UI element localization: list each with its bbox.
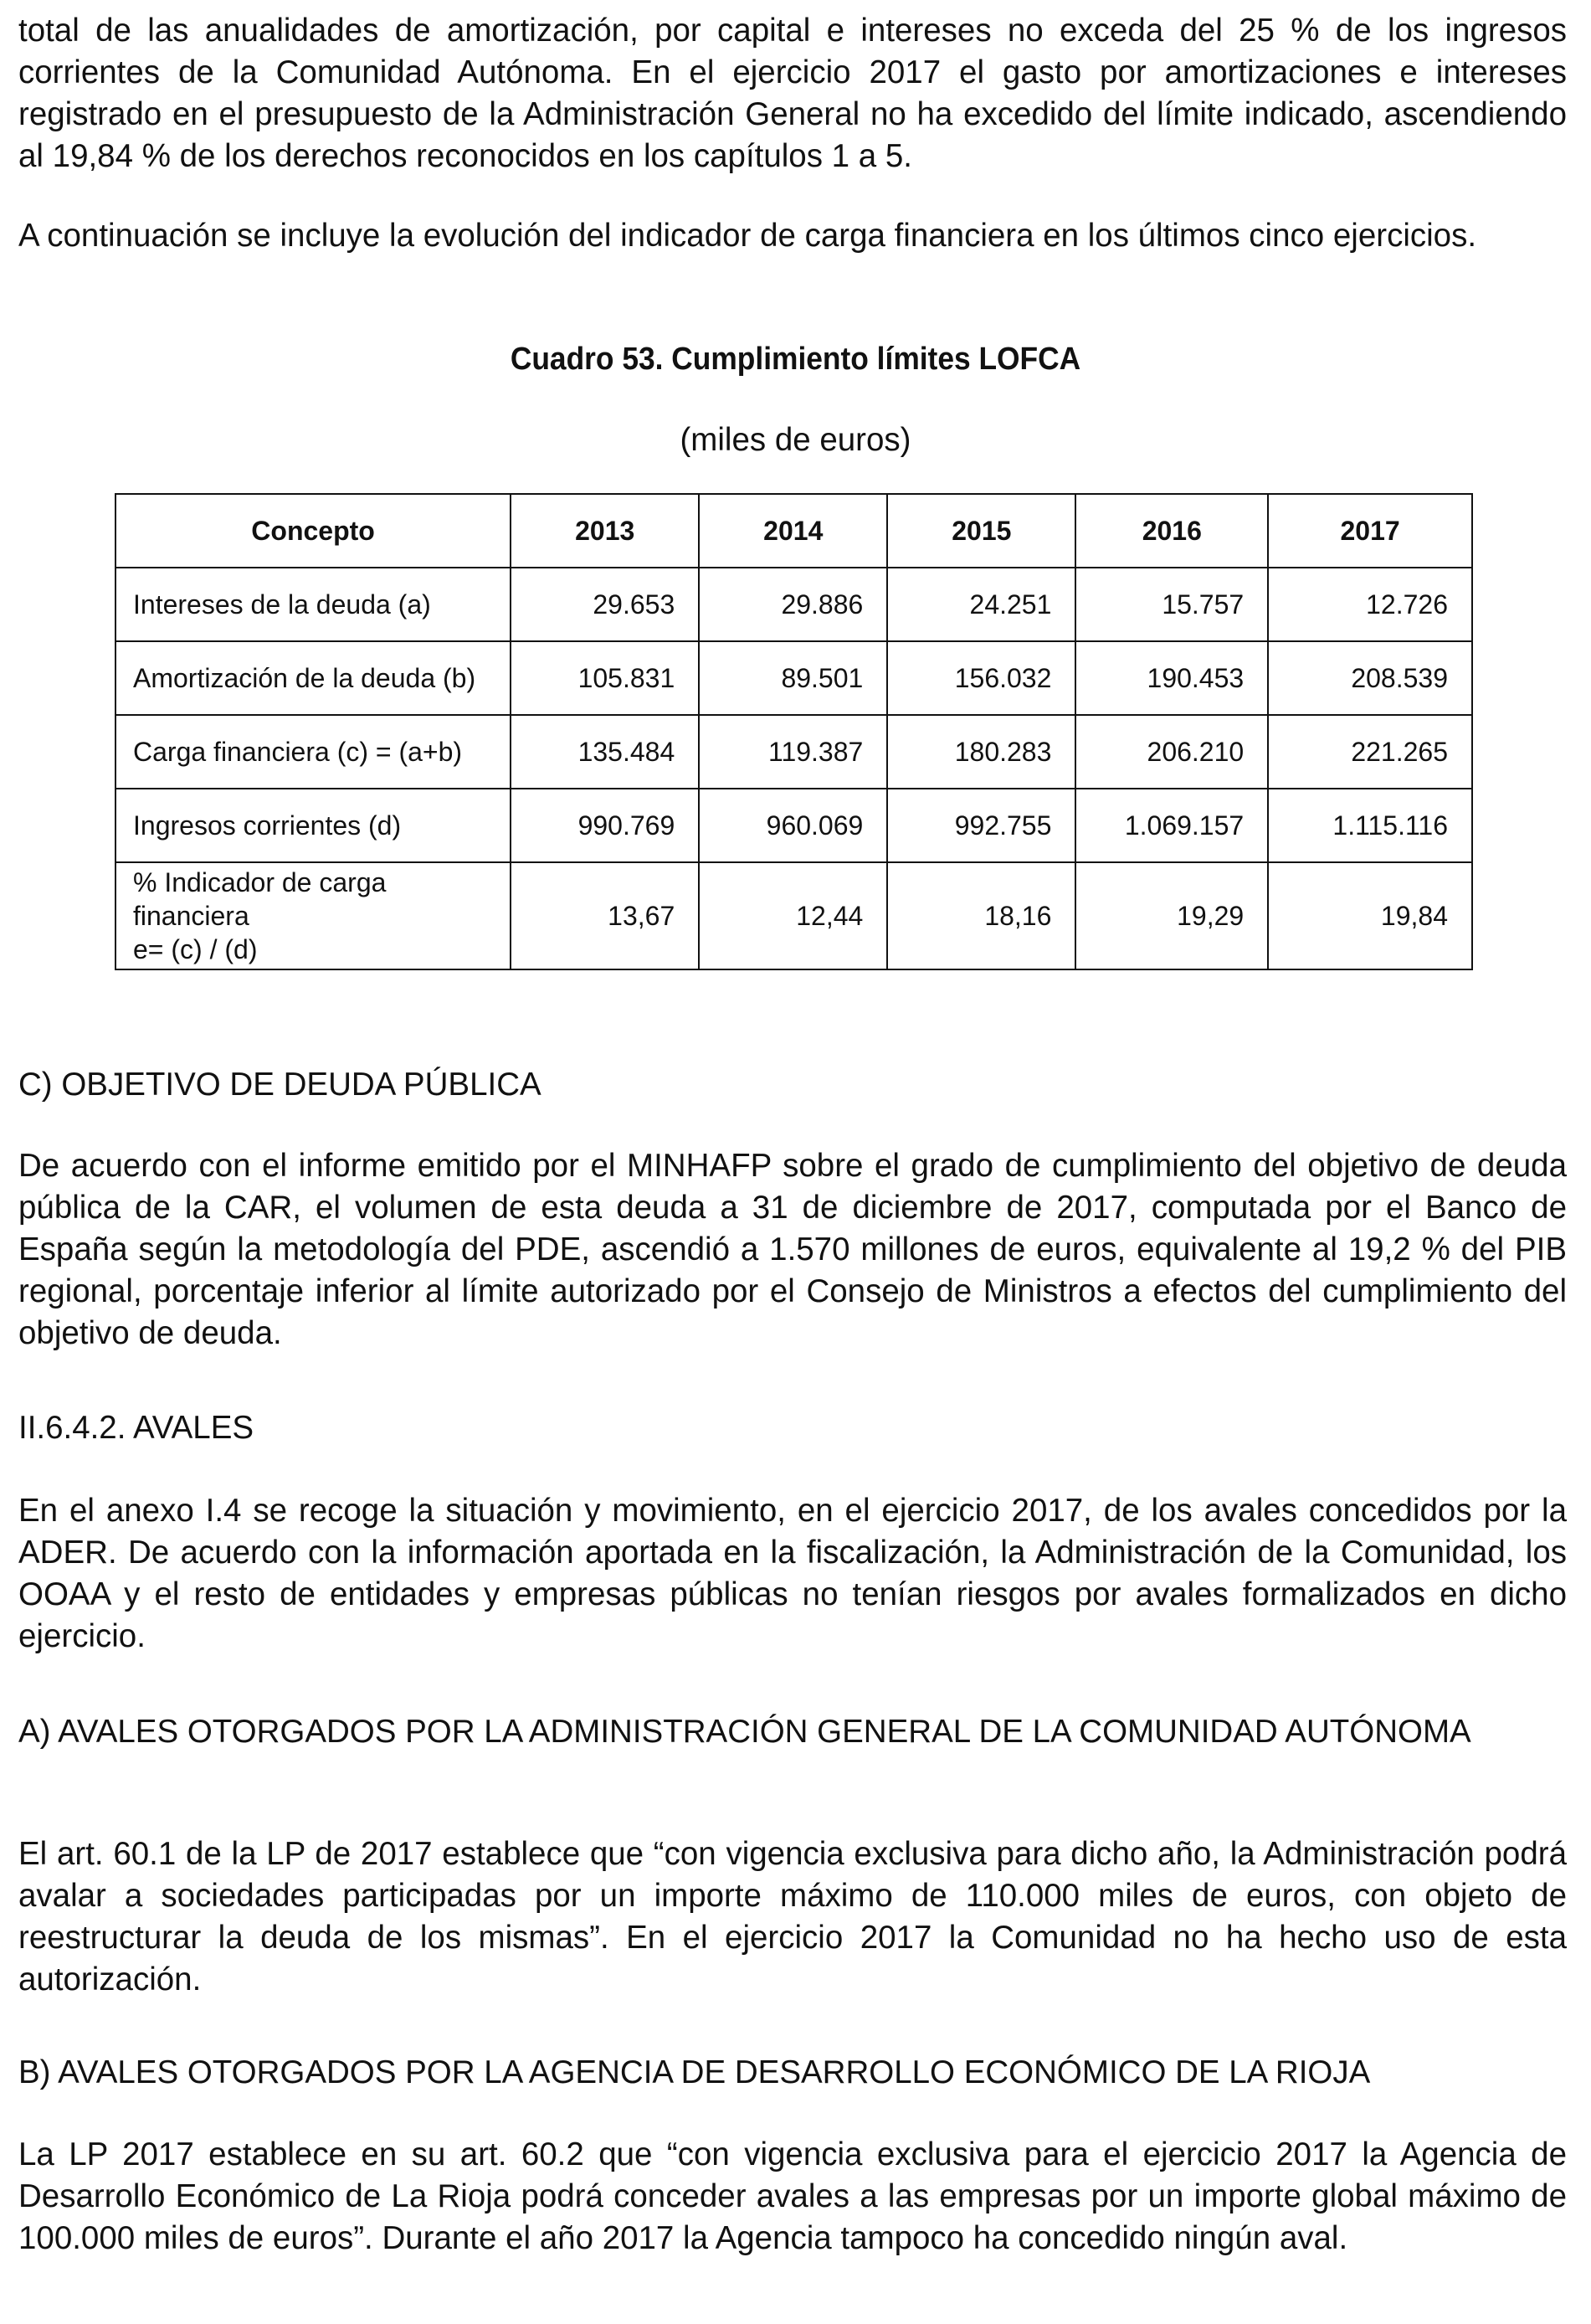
table-row [115,715,1472,789]
table-row [115,568,1472,641]
paragraph-objetivo-deuda: De acuerdo con el informe emitido por el MINHAFP sobre el grado de cumplimiento del objetivo de deuda pública de la CAR, el volumen de esta deuda a 31 de diciembre de 2017, computada por el Banco de España según la metodología del PDE, ascendió a 1.570 millones de euros, equivalente al 19,2 % del PIB regional, porcentaje inferior al límite autorizado por el Consejo de Ministros a efectos del cumplimiento del objetivo de deuda. [18,1148,1567,1351]
table-cell: 12,44 [699,862,887,969]
paragraph-avales-administracion: El art. 60.1 de la LP de 2017 establece que “con vigencia exclusiva para dicho año, la Administración podrá avalar a sociedades participadas por un importe máximo de 110.000 miles de euros, con objeto de reestructurar la deuda de los mismas”. En el ejercicio 2017 la Comunidad no ha hecho uso de esta autorización. [18,1836,1567,1998]
paragraph-intro-cuadro: A continuación se incluye la evolución del indicador de carga financiera en los últimos cinco ejercicios. [18,218,1477,254]
table-cell: 13,67 [511,862,699,969]
row-label-intereses: Intereses de la deuda (a) [115,568,511,641]
table-cell: 190.453 [1075,641,1268,715]
table-cell: 1.069.157 [1075,789,1268,862]
table-cell: 135.484 [511,715,699,789]
table-cell: 206.210 [1075,715,1268,789]
table-cell: 221.265 [1268,715,1472,789]
indicador-label-line2: e= (c) / (d) [133,934,258,964]
header-2017: 2017 [1268,494,1472,568]
heading-avales: II.6.4.2. AVALES [18,1410,254,1446]
row-label-ingresos: Ingresos corrientes (d) [115,789,511,862]
table-cell: 18,16 [887,862,1075,969]
table-cell: 15.757 [1075,568,1268,641]
table-cell: 990.769 [511,789,699,862]
table-row [115,641,1472,715]
table-cell: 12.726 [1268,568,1472,641]
table-cell: 19,29 [1075,862,1268,969]
header-concepto: Concepto [115,494,511,568]
heading-avales-administracion: A) AVALES OTORGADOS POR LA ADMINISTRACIÓN GENERAL DE LA COMUNIDAD AUTÓNOMA [18,1714,1471,1750]
indicador-label-line1: % Indicador de carga financiera [133,867,387,931]
table-cell: 1.115.116 [1268,789,1472,862]
table-row [115,862,1472,969]
table-units: (miles de euros) [680,422,911,458]
paragraph-avales-ader: La LP 2017 establece en su art. 60.2 que “con vigencia exclusiva para el ejercicio 2017 la Agencia de Desarrollo Económico de La Rioja podrá conceder avales a las empresas por un importe global máximo de 100.000 miles de euros”. Durante el año 2017 la Agencia tampoco ha concedido ningún aval. [18,2136,1567,2256]
heading-avales-ader: B) AVALES OTORGADOS POR LA AGENCIA DE DESARROLLO ECONÓMICO DE LA RIOJA [18,2054,1371,2090]
heading-objetivo-deuda: C) OBJETIVO DE DEUDA PÚBLICA [18,1067,541,1103]
table-header-row [115,494,1472,568]
table-cell: 992.755 [887,789,1075,862]
header-2016: 2016 [1075,494,1268,568]
header-2015: 2015 [887,494,1075,568]
row-label-indicador [115,862,511,969]
header-2014: 2014 [699,494,887,568]
table-cell: 180.283 [887,715,1075,789]
table-cell: 29.653 [511,568,699,641]
table-cell: 89.501 [699,641,887,715]
table-row [115,789,1472,862]
table-cell: 105.831 [511,641,699,715]
row-label-carga: Carga financiera (c) = (a+b) [115,715,511,789]
table-cell: 29.886 [699,568,887,641]
table-cell: 19,84 [1268,862,1472,969]
lofca-table [115,493,1473,970]
paragraph-avales: En el anexo I.4 se recoge la situación y movimiento, en el ejercicio 2017, de los avales concedidos por la ADER. De acuerdo con la información aportada en la fiscalización, la Administración de la Comunidad, los OOAA y el resto de entidades y empresas públicas no tenían riesgos por avales formalizados en dicho ejercicio. [18,1493,1567,1654]
paragraph-amortizacion: total de las anualidades de amortización, por capital e intereses no exceda del 25 % de los ingresos corrientes de la Comunidad Autónoma. En el ejercicio 2017 el gasto por amortizaciones e intereses registrado en el presupuesto de la Administración General no ha excedido del límite indicado, ascendiendo al 19,84 % de los derechos reconocidos en los capítulos 1 a 5. [18,13,1567,174]
table-caption: Cuadro 53. Cumplimiento límites LOFCA [510,342,1081,377]
row-label-amortizacion: Amortización de la deuda (b) [115,641,511,715]
table-cell: 208.539 [1268,641,1472,715]
header-2013: 2013 [511,494,699,568]
table-cell: 960.069 [699,789,887,862]
table-cell: 119.387 [699,715,887,789]
table-cell: 24.251 [887,568,1075,641]
table-cell: 156.032 [887,641,1075,715]
